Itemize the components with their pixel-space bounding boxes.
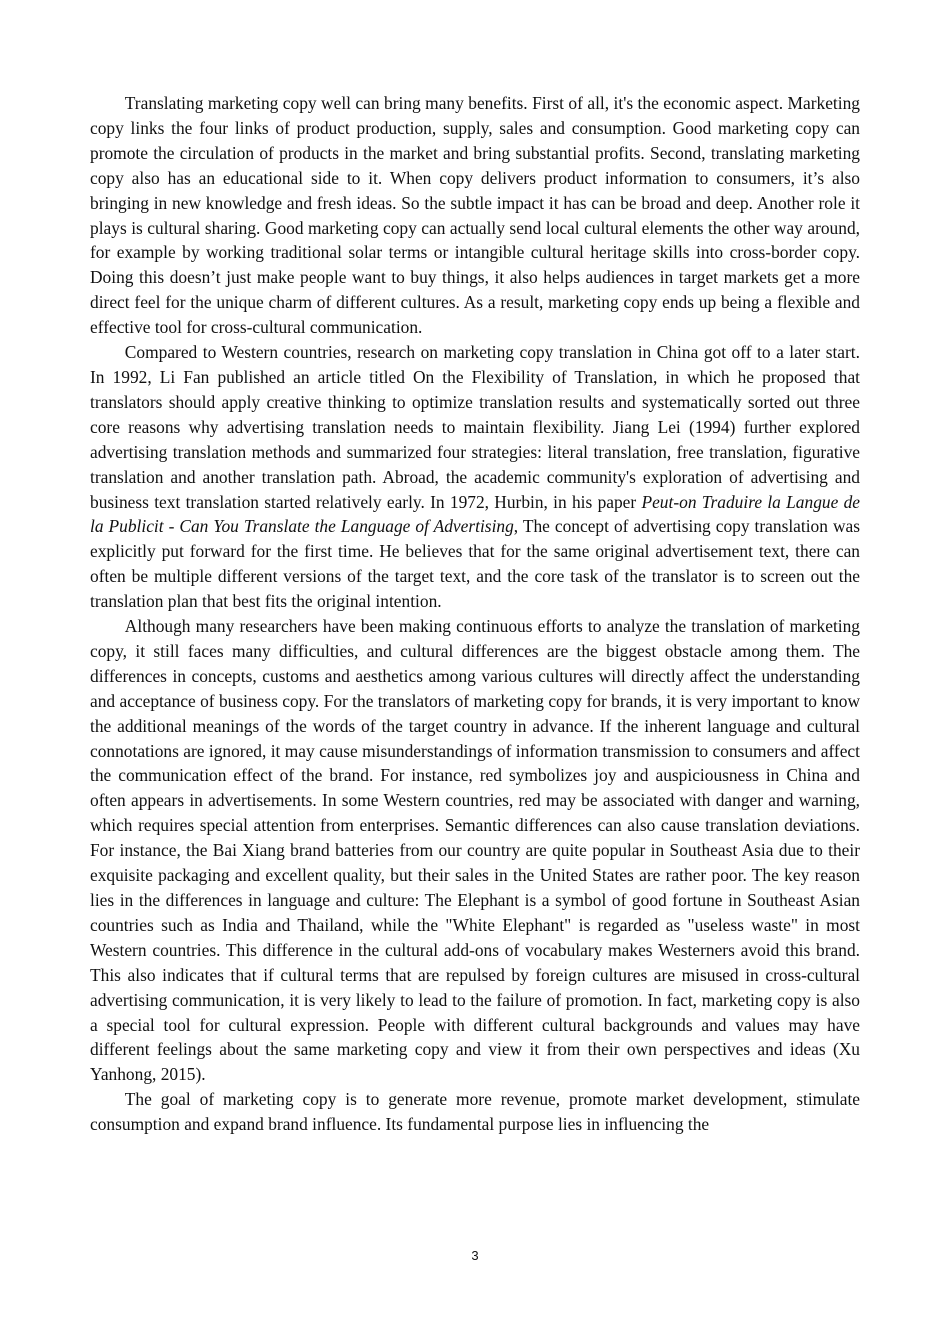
paragraph-marketing-goal: The goal of marketing copy is to generate more revenue, promote market development, stimulate consumption and expand brand influence. Its fundamental purpose lies in influencing the <box>90 1089 860 1135</box>
paragraph-benefits: Translating marketing copy well can bring many benefits. First of all, it's the economic aspect. Marketing copy links the four links of product production, supply, sales and consumption. Good marketing copy can promote the circulation of products in the market and bring substantial profits. Second, translating marketing copy also has an educational side to it. When copy delivers product information to consumers, it’s also bringing in new knowledge and fresh ideas. So the subtle impact it has can be broad and deep. Another role it plays is cultural sharing. Good marketing copy can actually send local cultural elements the other way around, for example by working traditional solar terms or intangible cultural heritage skills into cross-border copy. Doing this doesn’t just make people want to buy things, it also helps audiences in target markets get a more direct feel for the unique charm of different cultures. As a result, marketing copy ends up being a flexible and effective tool for cross-cultural communication. <box>90 93 860 338</box>
paragraph-research-history-text-after: , The concept of advertising copy translation was explicitly put forward for the first time. He believes that for the same original advertisement text, there can often be multiple different versions of the target text, and the core task of the translator is to screen out the translation plan that best fits the original intention. <box>90 516 860 612</box>
page-number: 3 <box>471 1248 479 1263</box>
document-body <box>90 91 860 1137</box>
paragraph-cultural-differences: Although many researchers have been making continuous efforts to analyze the translation of marketing copy, it still faces many difficulties, and cultural differences are the biggest obstacle among them. The differences in concepts, customs and aesthetics among various cultures will directly affect the understanding and acceptance of business copy. For the translators of marketing copy for brands, it is very important to know the additional meanings of the words of the target country in advance. If the inherent language and cultural connotations are ignored, it may cause misunderstandings of information transmission to consumers and affect the communication effect of the brand. For instance, red symbolizes joy and auspiciousness in China and often appears in advertisements. In some Western countries, red may be associated with danger and warning, which requires special attention from enterprises. Semantic differences can also cause translation deviations. For instance, the Bai Xiang brand batteries from our country are quite popular in Southeast Asia due to their exquisite packaging and excellent quality, but their sales in the United States are rather poor. The key reason lies in the differences in language and culture: The Elephant is a symbol of good fortune in Southeast Asian countries such as India and Thailand, while the "White Elephant" is regarded as "useless waste" in most Western countries. This difference in the cultural add-ons of vocabulary makes Westerners avoid this brand. This also indicates that if cultural terms that are repulsed by foreign cultures are misused in cross-cultural advertising communication, it is very likely to lead to the failure of promotion. In fact, marketing copy is also a special tool for cultural expression. People with different cultural backgrounds and values may have different feelings about the same marketing copy and view it from their own perspectives and ideas (Xu Yanhong, 2015). <box>90 616 860 1085</box>
paragraph-research-history <box>90 340 860 614</box>
paper-title-italic: Peut-on Traduire la Langue de la Publicit - Can You Translate the Language of Advertising <box>90 491 860 537</box>
paragraph-research-history-text-before: Compared to Western countries, research on marketing copy translation in China got off to a later start. In 1992, Li Fan published an article titled On the Flexibility of Translation, in which he proposed that translators should apply creative thinking to optimize translation results and systematically sorted out three core reasons why advertising translation needs to maintain flexibility. Jiang Lei (1994) further explored advertising translation methods and summarized four strategies: literal translation, free translation, figurative translation and another translation path. Abroad, the academic community's exploration of advertising and business text translation started relatively early. In 1972, Hurbin, in his paper <box>90 342 860 512</box>
